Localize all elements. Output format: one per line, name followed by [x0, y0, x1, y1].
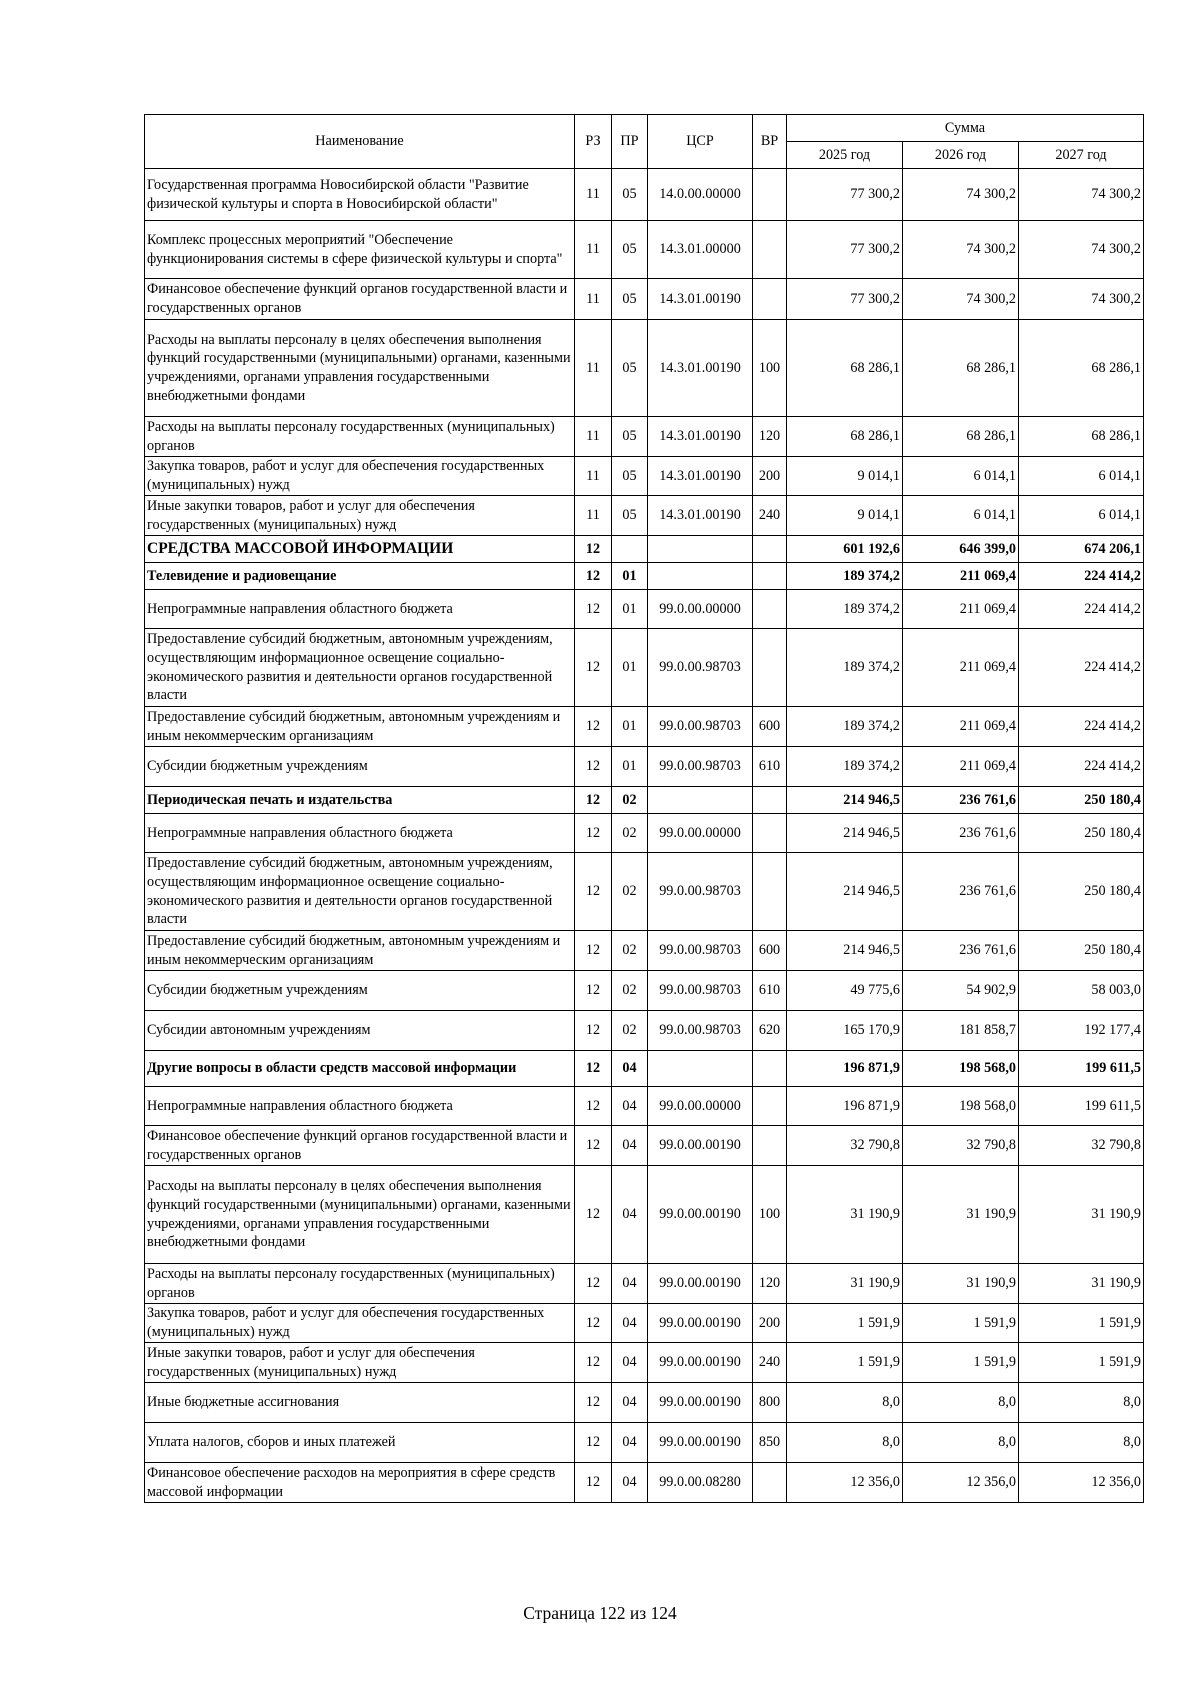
table-row	[145, 279, 1144, 320]
row-2027-cell: 58 003,0	[1019, 971, 1144, 1011]
row-rz-cell: 12	[575, 1166, 612, 1264]
row-2027-cell: 31 190,9	[1019, 1166, 1144, 1264]
row-pr-cell: 02	[612, 814, 648, 853]
row-csr-cell: 14.3.01.00190	[648, 320, 753, 417]
table-row	[145, 496, 1144, 536]
table-row	[145, 1264, 1144, 1304]
header-year-2026: 2026 год	[903, 142, 1019, 169]
table-row	[145, 707, 1144, 747]
row-2026-cell: 6 014,1	[903, 496, 1019, 536]
table-row	[145, 629, 1144, 707]
row-pr-cell: 01	[612, 563, 648, 590]
row-csr-cell: 14.3.01.00190	[648, 417, 753, 457]
row-csr-cell: 99.0.00.98703	[648, 629, 753, 707]
row-name-cell: Предоставление субсидий бюджетным, автономным учреждениям, осуществляющим информационное освещение социально-экономического развития и деятельности органов государственной власти	[145, 853, 575, 931]
table-row	[145, 814, 1144, 853]
row-2027-cell: 250 180,4	[1019, 931, 1144, 971]
row-2027-cell: 74 300,2	[1019, 221, 1144, 279]
row-pr-cell	[612, 536, 648, 563]
row-csr-cell: 99.0.00.98703	[648, 747, 753, 787]
row-name-cell: Непрограммные направления областного бюджета	[145, 1087, 575, 1126]
row-2025-cell: 1 591,9	[787, 1304, 903, 1343]
table-row	[145, 221, 1144, 279]
row-vr-cell: 120	[753, 417, 787, 457]
row-csr-cell: 99.0.00.00190	[648, 1304, 753, 1343]
row-2025-cell: 9 014,1	[787, 496, 903, 536]
row-vr-cell: 200	[753, 1304, 787, 1343]
row-csr-cell: 99.0.00.98703	[648, 1011, 753, 1051]
row-vr-cell	[753, 563, 787, 590]
row-2027-cell: 224 414,2	[1019, 707, 1144, 747]
row-csr-cell: 99.0.00.00190	[648, 1423, 753, 1463]
row-2025-cell: 196 871,9	[787, 1051, 903, 1087]
row-2026-cell: 54 902,9	[903, 971, 1019, 1011]
row-name-cell: Расходы на выплаты персоналу государственных (муниципальных) органов	[145, 417, 575, 457]
row-2025-cell: 31 190,9	[787, 1264, 903, 1304]
table-row	[145, 590, 1144, 629]
row-vr-cell	[753, 169, 787, 221]
row-csr-cell: 99.0.00.00190	[648, 1126, 753, 1166]
row-2026-cell: 1 591,9	[903, 1343, 1019, 1383]
row-rz-cell: 11	[575, 457, 612, 496]
header-csr: ЦСР	[648, 115, 753, 169]
row-2025-cell: 214 946,5	[787, 787, 903, 814]
row-rz-cell: 12	[575, 536, 612, 563]
row-2026-cell: 198 568,0	[903, 1051, 1019, 1087]
row-rz-cell: 12	[575, 971, 612, 1011]
row-name-cell: Субсидии автономным учреждениям	[145, 1011, 575, 1051]
row-pr-cell: 02	[612, 931, 648, 971]
row-2025-cell: 189 374,2	[787, 747, 903, 787]
row-vr-cell: 200	[753, 457, 787, 496]
row-vr-cell: 610	[753, 747, 787, 787]
row-csr-cell: 14.3.01.00000	[648, 221, 753, 279]
row-rz-cell: 11	[575, 417, 612, 457]
table-row	[145, 747, 1144, 787]
row-rz-cell: 12	[575, 1304, 612, 1343]
row-2026-cell: 211 069,4	[903, 590, 1019, 629]
row-pr-cell: 05	[612, 221, 648, 279]
table-row	[145, 1126, 1144, 1166]
table-row	[145, 563, 1144, 590]
table-row	[145, 417, 1144, 457]
row-rz-cell: 12	[575, 707, 612, 747]
row-csr-cell: 14.0.00.00000	[648, 169, 753, 221]
row-2026-cell: 31 190,9	[903, 1264, 1019, 1304]
row-2026-cell: 1 591,9	[903, 1304, 1019, 1343]
row-name-cell: Непрограммные направления областного бюджета	[145, 590, 575, 629]
header-vr: ВР	[753, 115, 787, 169]
row-2027-cell: 1 591,9	[1019, 1304, 1144, 1343]
row-csr-cell	[648, 536, 753, 563]
row-2027-cell: 224 414,2	[1019, 590, 1144, 629]
row-pr-cell: 01	[612, 707, 648, 747]
row-2027-cell: 224 414,2	[1019, 629, 1144, 707]
row-2025-cell: 77 300,2	[787, 279, 903, 320]
row-rz-cell: 12	[575, 1051, 612, 1087]
row-name-cell: Финансовое обеспечение функций органов государственной власти и государственных органов	[145, 279, 575, 320]
row-2027-cell: 68 286,1	[1019, 417, 1144, 457]
row-2025-cell: 1 591,9	[787, 1343, 903, 1383]
header-name: Наименование	[145, 115, 575, 169]
row-csr-cell	[648, 563, 753, 590]
row-pr-cell: 04	[612, 1383, 648, 1423]
row-name-cell: Иные закупки товаров, работ и услуг для обеспечения государственных (муниципальных) нужд	[145, 1343, 575, 1383]
row-csr-cell: 99.0.00.98703	[648, 707, 753, 747]
row-name-cell: Предоставление субсидий бюджетным, автономным учреждениям, осуществляющим информационное освещение социально-экономического развития и деятельности органов государственной власти	[145, 629, 575, 707]
table-row	[145, 1166, 1144, 1264]
row-vr-cell: 240	[753, 496, 787, 536]
row-2025-cell: 189 374,2	[787, 590, 903, 629]
row-pr-cell: 04	[612, 1304, 648, 1343]
row-2027-cell: 8,0	[1019, 1383, 1144, 1423]
row-2027-cell: 6 014,1	[1019, 457, 1144, 496]
row-2026-cell: 211 069,4	[903, 707, 1019, 747]
row-csr-cell: 99.0.00.98703	[648, 971, 753, 1011]
row-2025-cell: 214 946,5	[787, 814, 903, 853]
row-vr-cell	[753, 1126, 787, 1166]
row-2025-cell: 32 790,8	[787, 1126, 903, 1166]
row-rz-cell: 12	[575, 1087, 612, 1126]
row-name-cell: Расходы на выплаты персоналу в целях обеспечения выполнения функций государственными (муниципальными) органами, казенными учреждениями, органами управления государственными внебюджетными фондами	[145, 1166, 575, 1264]
row-rz-cell: 12	[575, 1423, 612, 1463]
row-rz-cell: 12	[575, 747, 612, 787]
row-name-cell: Комплекс процессных мероприятий "Обеспечение функционирования системы в сфере физической культуры и спорта"	[145, 221, 575, 279]
table-row	[145, 1383, 1144, 1423]
table-row	[145, 1011, 1144, 1051]
row-csr-cell: 99.0.00.00190	[648, 1383, 753, 1423]
row-2027-cell: 199 611,5	[1019, 1087, 1144, 1126]
table-row	[145, 1051, 1144, 1087]
row-vr-cell: 850	[753, 1423, 787, 1463]
row-name-cell: Предоставление субсидий бюджетным, автономным учреждениям и иным некоммерческим организациям	[145, 707, 575, 747]
row-vr-cell	[753, 814, 787, 853]
row-2027-cell: 12 356,0	[1019, 1463, 1144, 1503]
row-2025-cell: 214 946,5	[787, 853, 903, 931]
row-2026-cell: 198 568,0	[903, 1087, 1019, 1126]
row-2027-cell: 8,0	[1019, 1423, 1144, 1463]
row-name-cell: Телевидение и радиовещание	[145, 563, 575, 590]
row-2025-cell: 77 300,2	[787, 221, 903, 279]
row-2026-cell: 211 069,4	[903, 563, 1019, 590]
row-2026-cell: 211 069,4	[903, 629, 1019, 707]
row-name-cell: СРЕДСТВА МАССОВОЙ ИНФОРМАЦИИ	[145, 536, 575, 563]
row-rz-cell: 12	[575, 1126, 612, 1166]
row-pr-cell: 05	[612, 169, 648, 221]
table-row	[145, 853, 1144, 931]
row-vr-cell: 100	[753, 320, 787, 417]
row-pr-cell: 02	[612, 787, 648, 814]
row-2027-cell: 1 591,9	[1019, 1343, 1144, 1383]
table-row	[145, 1423, 1144, 1463]
row-pr-cell: 04	[612, 1463, 648, 1503]
row-pr-cell: 05	[612, 496, 648, 536]
table-row	[145, 971, 1144, 1011]
page-number: Страница 122 из 124	[523, 1603, 677, 1623]
row-vr-cell	[753, 221, 787, 279]
table-row	[145, 1087, 1144, 1126]
table-row	[145, 169, 1144, 221]
row-2025-cell: 189 374,2	[787, 707, 903, 747]
row-name-cell: Закупка товаров, работ и услуг для обеспечения государственных (муниципальных) нужд	[145, 1304, 575, 1343]
row-name-cell: Непрограммные направления областного бюджета	[145, 814, 575, 853]
table-row	[145, 931, 1144, 971]
row-vr-cell	[753, 279, 787, 320]
row-csr-cell: 14.3.01.00190	[648, 457, 753, 496]
row-2027-cell: 32 790,8	[1019, 1126, 1144, 1166]
row-rz-cell: 12	[575, 787, 612, 814]
row-2027-cell: 250 180,4	[1019, 853, 1144, 931]
row-2025-cell: 214 946,5	[787, 931, 903, 971]
row-vr-cell: 610	[753, 971, 787, 1011]
row-2026-cell: 74 300,2	[903, 279, 1019, 320]
row-rz-cell: 12	[575, 1011, 612, 1051]
row-csr-cell: 14.3.01.00190	[648, 279, 753, 320]
row-name-cell: Расходы на выплаты персоналу государственных (муниципальных) органов	[145, 1264, 575, 1304]
row-2026-cell: 8,0	[903, 1423, 1019, 1463]
row-name-cell: Финансовое обеспечение функций органов государственной власти и государственных органов	[145, 1126, 575, 1166]
table-row	[145, 1304, 1144, 1343]
row-pr-cell: 04	[612, 1126, 648, 1166]
table-body	[145, 169, 1144, 1503]
row-rz-cell: 12	[575, 629, 612, 707]
table-row	[145, 1343, 1144, 1383]
row-2025-cell: 189 374,2	[787, 629, 903, 707]
row-2026-cell: 31 190,9	[903, 1166, 1019, 1264]
row-name-cell: Финансовое обеспечение расходов на мероприятия в сфере средств массовой информации	[145, 1463, 575, 1503]
row-2026-cell: 32 790,8	[903, 1126, 1019, 1166]
row-2027-cell: 6 014,1	[1019, 496, 1144, 536]
row-2025-cell: 601 192,6	[787, 536, 903, 563]
row-2027-cell: 250 180,4	[1019, 787, 1144, 814]
row-vr-cell	[753, 787, 787, 814]
header-year-2027: 2027 год	[1019, 142, 1144, 169]
row-pr-cell: 02	[612, 971, 648, 1011]
row-vr-cell: 100	[753, 1166, 787, 1264]
row-rz-cell: 12	[575, 563, 612, 590]
row-rz-cell: 12	[575, 1343, 612, 1383]
row-vr-cell	[753, 629, 787, 707]
table-row	[145, 536, 1144, 563]
header-pr: ПР	[612, 115, 648, 169]
row-pr-cell: 01	[612, 747, 648, 787]
row-2025-cell: 68 286,1	[787, 417, 903, 457]
row-2027-cell: 224 414,2	[1019, 563, 1144, 590]
row-pr-cell: 01	[612, 629, 648, 707]
header-rz: РЗ	[575, 115, 612, 169]
budget-table	[144, 114, 1144, 1503]
row-pr-cell: 04	[612, 1087, 648, 1126]
row-csr-cell: 99.0.00.98703	[648, 853, 753, 931]
row-2026-cell: 6 014,1	[903, 457, 1019, 496]
header-sum: Сумма	[787, 115, 1144, 142]
row-2025-cell: 196 871,9	[787, 1087, 903, 1126]
row-2027-cell: 31 190,9	[1019, 1264, 1144, 1304]
row-2025-cell: 9 014,1	[787, 457, 903, 496]
row-2027-cell: 199 611,5	[1019, 1051, 1144, 1087]
row-vr-cell: 120	[753, 1264, 787, 1304]
row-2025-cell: 49 775,6	[787, 971, 903, 1011]
row-pr-cell: 04	[612, 1264, 648, 1304]
row-2025-cell: 68 286,1	[787, 320, 903, 417]
row-vr-cell: 240	[753, 1343, 787, 1383]
row-2025-cell: 31 190,9	[787, 1166, 903, 1264]
row-pr-cell: 05	[612, 457, 648, 496]
row-csr-cell: 99.0.00.00190	[648, 1343, 753, 1383]
row-pr-cell: 05	[612, 320, 648, 417]
header-year-2025: 2025 год	[787, 142, 903, 169]
row-csr-cell	[648, 787, 753, 814]
row-csr-cell: 99.0.00.00190	[648, 1264, 753, 1304]
row-2025-cell: 165 170,9	[787, 1011, 903, 1051]
table-row	[145, 320, 1144, 417]
row-rz-cell: 12	[575, 590, 612, 629]
row-csr-cell: 99.0.00.08280	[648, 1463, 753, 1503]
row-pr-cell: 04	[612, 1343, 648, 1383]
row-csr-cell: 99.0.00.00000	[648, 1087, 753, 1126]
row-pr-cell: 05	[612, 417, 648, 457]
row-2027-cell: 192 177,4	[1019, 1011, 1144, 1051]
row-name-cell: Субсидии бюджетным учреждениям	[145, 747, 575, 787]
row-pr-cell: 04	[612, 1423, 648, 1463]
row-vr-cell	[753, 1463, 787, 1503]
row-2026-cell: 646 399,0	[903, 536, 1019, 563]
row-name-cell: Предоставление субсидий бюджетным, автономным учреждениям и иным некоммерческим организациям	[145, 931, 575, 971]
row-vr-cell	[753, 590, 787, 629]
row-rz-cell: 11	[575, 169, 612, 221]
row-vr-cell	[753, 1051, 787, 1087]
row-pr-cell: 05	[612, 279, 648, 320]
row-2027-cell: 74 300,2	[1019, 279, 1144, 320]
row-name-cell: Иные бюджетные ассигнования	[145, 1383, 575, 1423]
row-2026-cell: 236 761,6	[903, 814, 1019, 853]
row-pr-cell: 02	[612, 1011, 648, 1051]
row-pr-cell: 04	[612, 1166, 648, 1264]
table-row	[145, 1463, 1144, 1503]
row-vr-cell	[753, 853, 787, 931]
row-2026-cell: 74 300,2	[903, 169, 1019, 221]
row-rz-cell: 12	[575, 931, 612, 971]
row-name-cell: Периодическая печать и издательства	[145, 787, 575, 814]
row-csr-cell: 99.0.00.00000	[648, 814, 753, 853]
row-rz-cell: 11	[575, 279, 612, 320]
row-2027-cell: 224 414,2	[1019, 747, 1144, 787]
row-2027-cell: 250 180,4	[1019, 814, 1144, 853]
row-2027-cell: 74 300,2	[1019, 169, 1144, 221]
row-rz-cell: 11	[575, 496, 612, 536]
row-2025-cell: 8,0	[787, 1423, 903, 1463]
row-2026-cell: 236 761,6	[903, 787, 1019, 814]
row-vr-cell: 800	[753, 1383, 787, 1423]
row-pr-cell: 02	[612, 853, 648, 931]
row-2026-cell: 211 069,4	[903, 747, 1019, 787]
row-rz-cell: 11	[575, 221, 612, 279]
row-vr-cell: 600	[753, 707, 787, 747]
row-name-cell: Расходы на выплаты персоналу в целях обеспечения выполнения функций государственными (муниципальными) органами, казенными учреждениями, органами управления государственными внебюджетными фондами	[145, 320, 575, 417]
row-rz-cell: 12	[575, 853, 612, 931]
row-name-cell: Государственная программа Новосибирской области "Развитие физической культуры и спорта в Новосибирской области"	[145, 169, 575, 221]
row-csr-cell: 99.0.00.98703	[648, 931, 753, 971]
row-name-cell: Уплата налогов, сборов и иных платежей	[145, 1423, 575, 1463]
row-2025-cell: 189 374,2	[787, 563, 903, 590]
row-name-cell: Другие вопросы в области средств массовой информации	[145, 1051, 575, 1087]
row-2026-cell: 74 300,2	[903, 221, 1019, 279]
row-vr-cell: 600	[753, 931, 787, 971]
row-2025-cell: 12 356,0	[787, 1463, 903, 1503]
row-2025-cell: 8,0	[787, 1383, 903, 1423]
table-header	[145, 115, 1144, 169]
row-rz-cell: 12	[575, 814, 612, 853]
row-2026-cell: 68 286,1	[903, 417, 1019, 457]
row-vr-cell	[753, 1087, 787, 1126]
row-rz-cell: 11	[575, 320, 612, 417]
row-name-cell: Иные закупки товаров, работ и услуг для обеспечения государственных (муниципальных) нужд	[145, 496, 575, 536]
row-pr-cell: 01	[612, 590, 648, 629]
table-row	[145, 787, 1144, 814]
row-2026-cell: 236 761,6	[903, 853, 1019, 931]
row-2026-cell: 12 356,0	[903, 1463, 1019, 1503]
row-csr-cell: 99.0.00.00190	[648, 1166, 753, 1264]
row-2026-cell: 236 761,6	[903, 931, 1019, 971]
row-2026-cell: 181 858,7	[903, 1011, 1019, 1051]
row-2027-cell: 68 286,1	[1019, 320, 1144, 417]
row-name-cell: Субсидии бюджетным учреждениям	[145, 971, 575, 1011]
row-2026-cell: 8,0	[903, 1383, 1019, 1423]
row-2025-cell: 77 300,2	[787, 169, 903, 221]
row-2026-cell: 68 286,1	[903, 320, 1019, 417]
row-csr-cell	[648, 1051, 753, 1087]
row-2027-cell: 674 206,1	[1019, 536, 1144, 563]
row-pr-cell: 04	[612, 1051, 648, 1087]
row-vr-cell	[753, 536, 787, 563]
row-rz-cell: 12	[575, 1264, 612, 1304]
table-row	[145, 457, 1144, 496]
row-vr-cell: 620	[753, 1011, 787, 1051]
row-name-cell: Закупка товаров, работ и услуг для обеспечения государственных (муниципальных) нужд	[145, 457, 575, 496]
row-rz-cell: 12	[575, 1463, 612, 1503]
row-csr-cell: 14.3.01.00190	[648, 496, 753, 536]
row-csr-cell: 99.0.00.00000	[648, 590, 753, 629]
row-rz-cell: 12	[575, 1383, 612, 1423]
